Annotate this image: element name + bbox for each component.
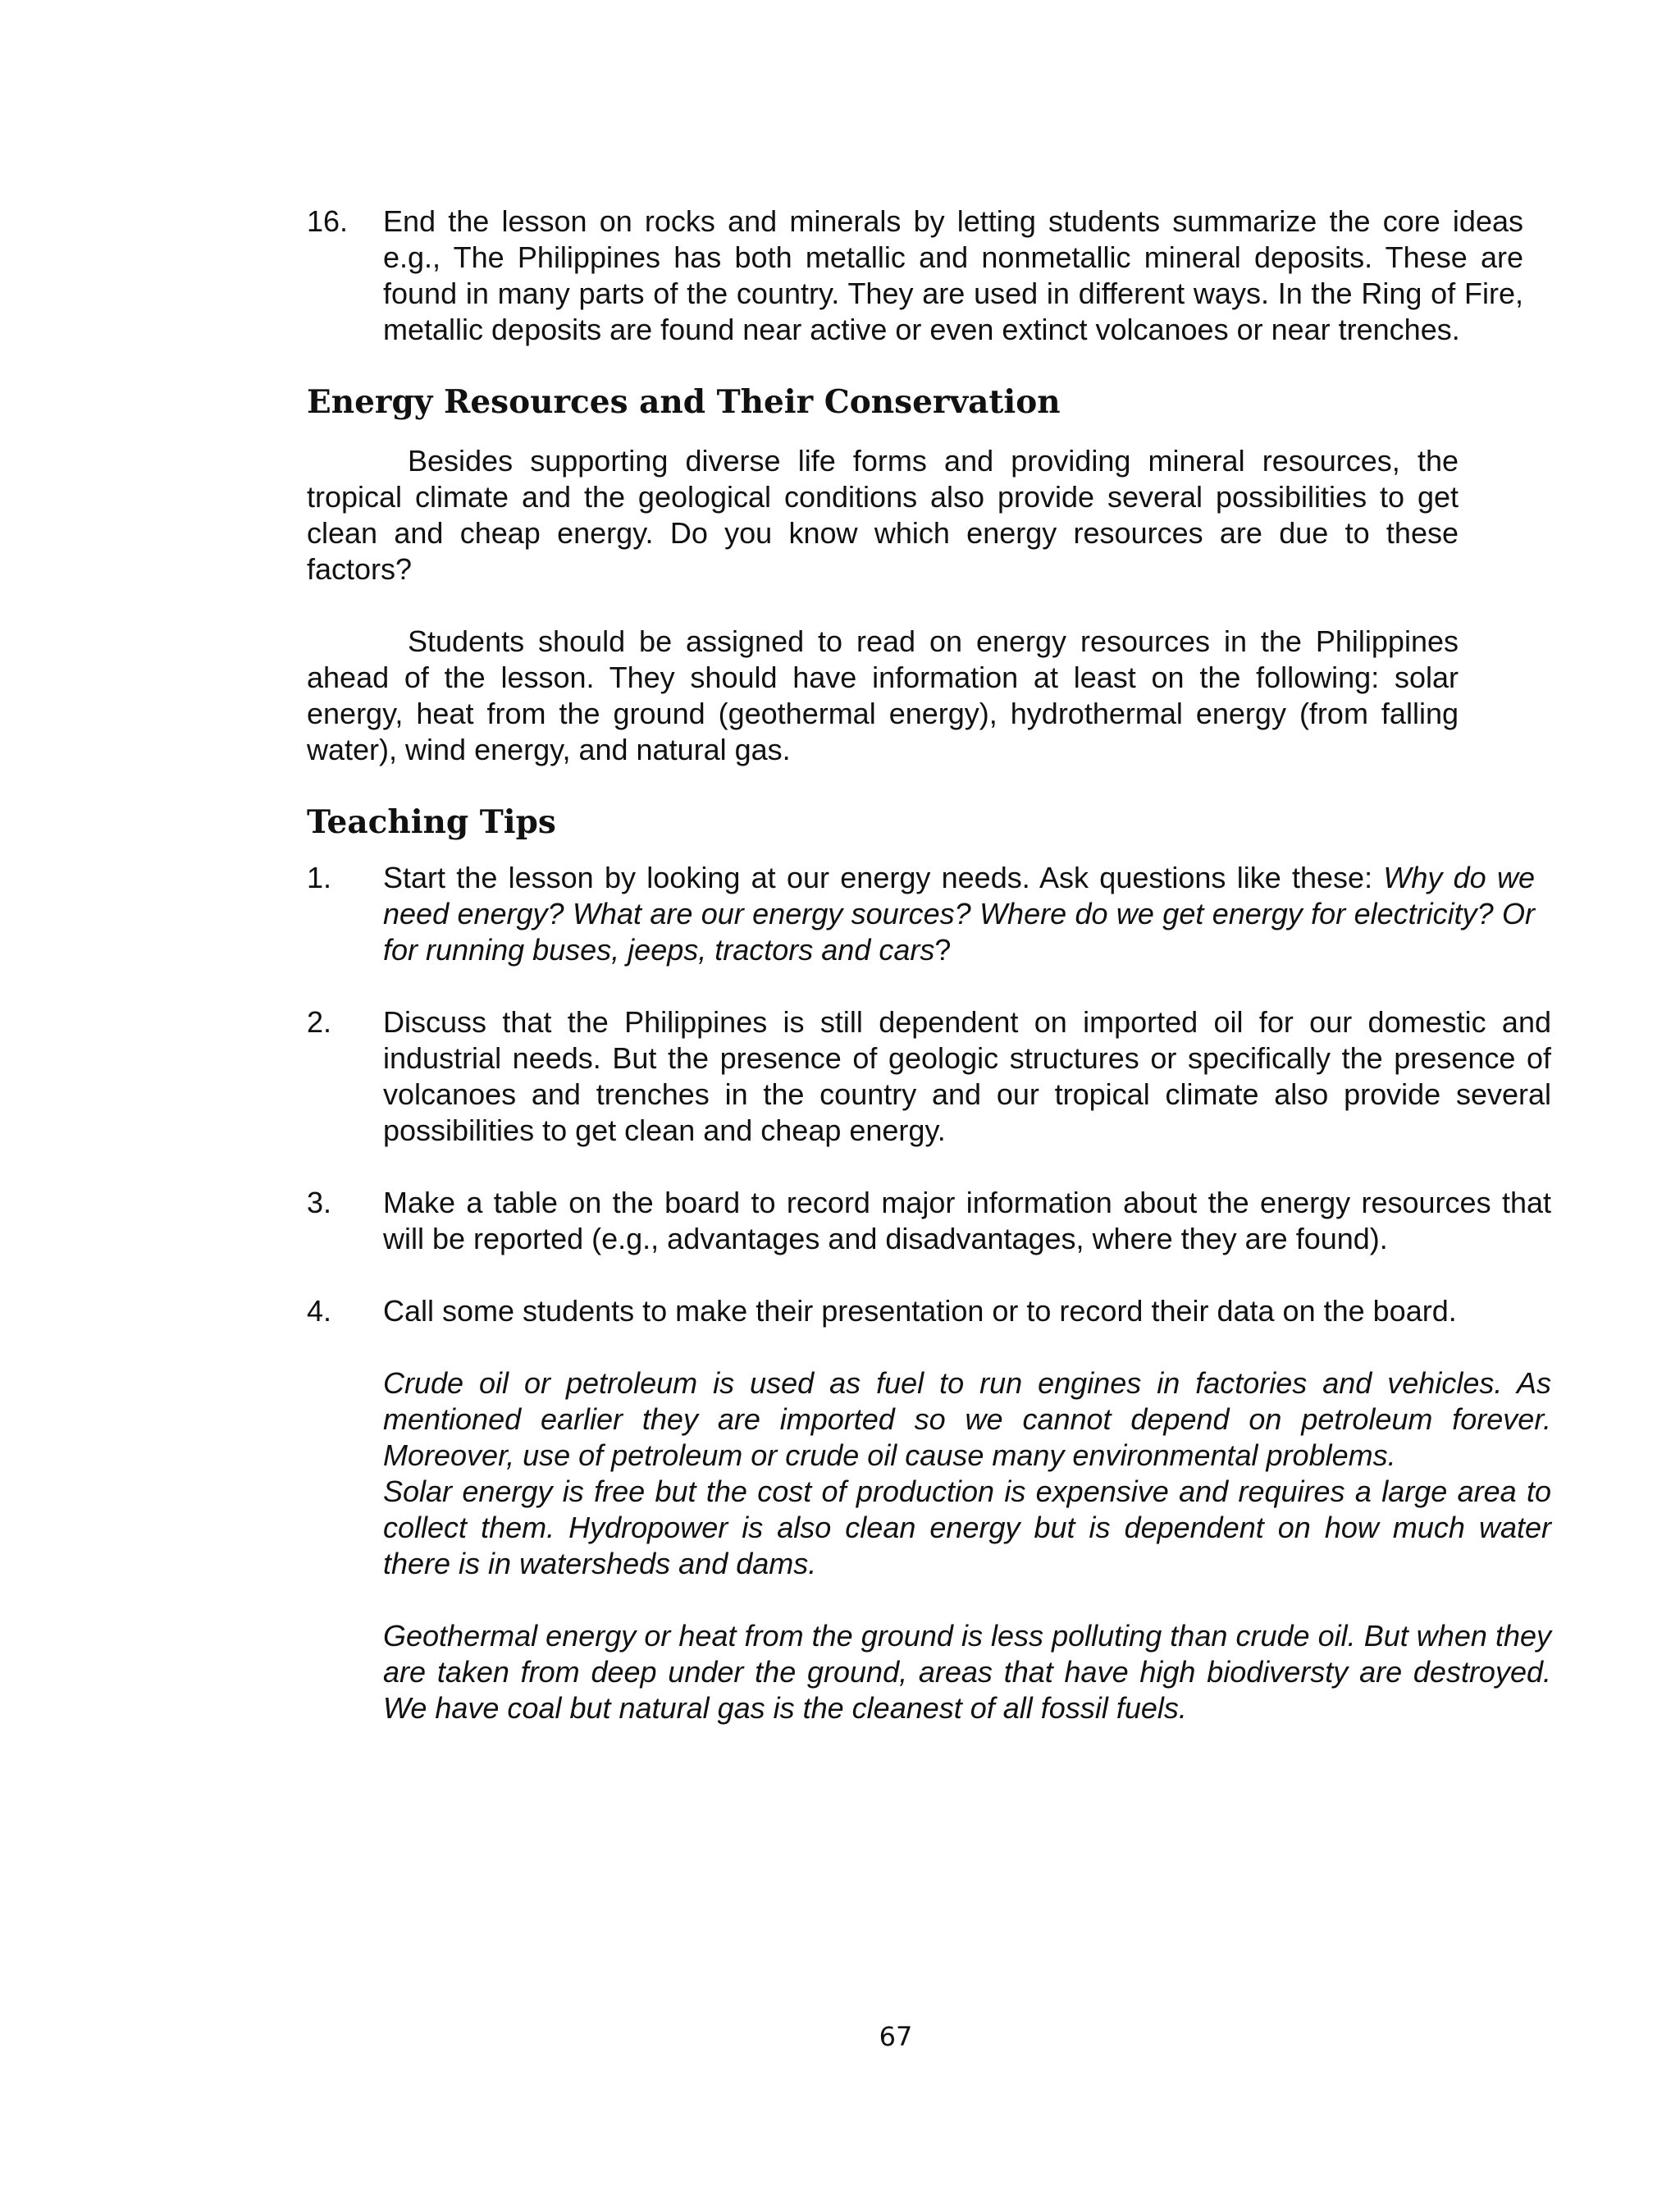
list-item-text-questions: Why do we need energy? What are our energy sources? Where do we get energy for electricity? Or for running buses, jeeps, tractors and cars [383,861,1535,967]
energy-paragraph-1: Besides supporting diverse life forms and providing mineral resources, the tropical climate and the geological conditions also provide several possibilities to get clean and cheap energy. Do you know which energy resources are due to these factors? [307,444,1459,586]
list-item-text-plain: Start the lesson by looking at our energy needs. Ask questions like these: [383,861,1384,894]
list-item-1 [307,860,1535,968]
italic-paragraph-petroleum: Crude oil or petroleum is used as fuel to run engines in factories and vehicles. As mentioned earlier they are imported so we cannot depend on petroleum forever. Moreover, use of petroleum or crude oil cause many environmental problems. [383,1366,1551,1472]
page-number: 67 [879,2021,913,2052]
section-heading-teaching-tips: Teaching Tips [307,803,556,841]
list-item-text: End the lesson on rocks and minerals by letting students summarize the core ideas e.g., The Philippines has both metallic and nonmetallic mineral deposits. These are found in many parts of the country. They are used in different ways. In the Ring of Fire, metallic deposits are found near active or even extinct volcanoes or near trenches. [383,204,1523,346]
list-item-text: Call some students to make their presentation or to record their data on the board. [383,1294,1457,1328]
italic-paragraph-geothermal: Geothermal energy or heat from the ground is less polluting than crude oil. But when they are taken from deep under the ground, areas that have high biodiversty are destroyed. We have coal but natural gas is the cleanest of all fossil fuels. [383,1619,1551,1725]
list-item-16 [307,203,1523,348]
list-number: 4. [307,1294,332,1328]
list-item-2 [307,1004,1551,1149]
energy-paragraph-2: Students should be assigned to read on energy resources in the Philippines ahead of the lesson. They should have information at least on the following: solar energy, heat from the ground (geothermal energy), hydrothermal energy (from falling water), wind energy, and natural gas. [307,624,1459,766]
list-item-3 [307,1185,1551,1257]
list-item-4 [307,1293,1551,1726]
italic-paragraph-solar-hydro: Solar energy is free but the cost of production is expensive and requires a large area to collect them. Hydropower is also clean energy but is dependent on how much water there is in watersheds and dams. [383,1474,1551,1580]
list-number: 1. [307,861,332,894]
list-number: 3. [307,1186,332,1219]
list-item-text: Discuss that the Philippines is still dependent on imported oil for our domestic and industrial needs. But the presence of geologic structures or specifically the presence of volcanoes and trenches in the country and our tropical climate also provide several possibilities to get clean and cheap energy. [383,1005,1551,1147]
list-number: 2. [307,1005,332,1039]
list-item-text: Make a table on the board to record major information about the energy resources that will be reported (e.g., advantages and disadvantages, where they are found). [383,1186,1551,1255]
section-heading-energy: Energy Resources and Their Conservation [307,383,1061,421]
list-item-text-end: ? [934,933,952,967]
list-item-text [383,860,1535,968]
page-content [307,203,1551,1726]
list-number: 16. [307,204,349,238]
